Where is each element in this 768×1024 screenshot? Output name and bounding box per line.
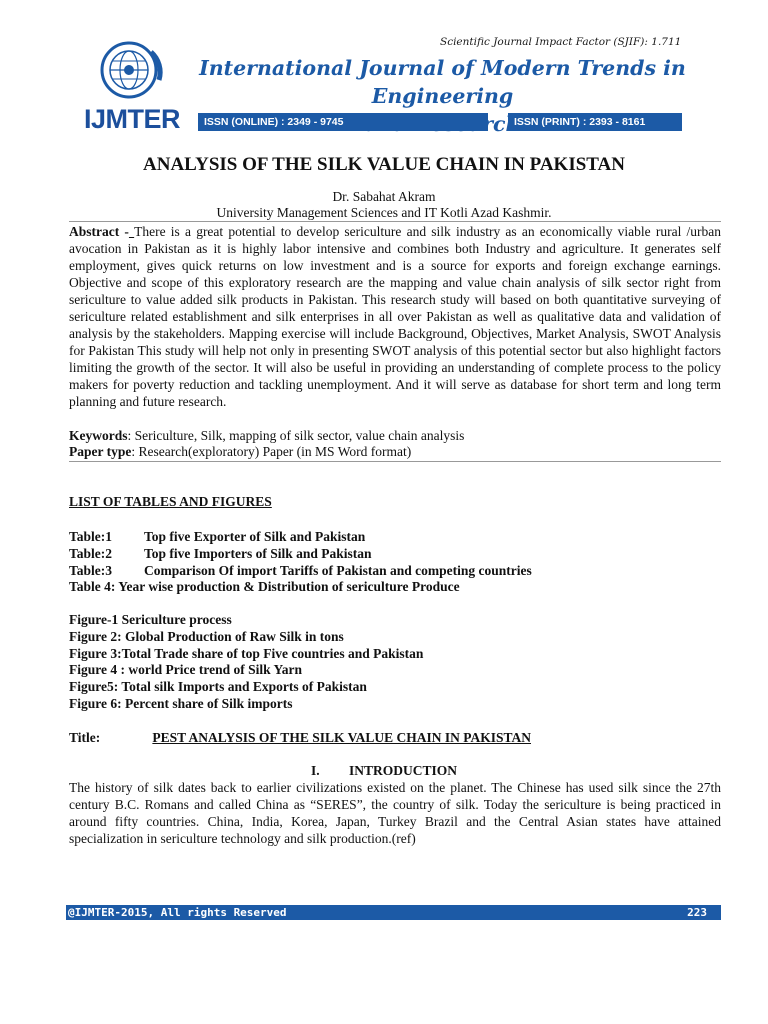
list-item: Table:3 Comparison Of import Tariffs of Pakistan and competing countries: [69, 562, 532, 578]
paper-author: Dr. Sabahat Akram: [332, 189, 436, 204]
list-item: Figure5: Total silk Imports and Exports of Pakistan: [69, 679, 367, 695]
list-item: Table:2 Top five Importers of Silk and Pakistan: [69, 545, 372, 561]
list-item: Figure 6: Percent share of Silk imports: [69, 695, 293, 711]
issn-online-badge: ISSN (ONLINE) : 2349 - 9745: [198, 113, 488, 131]
abstract-text: There is a great potential to develop sericulture and silk industry as an economically viable rural /urban avocation in Pakistan as it is highly labor intensive and combines both Industry and agriculture. It generates self employment, gives quick returns on low investment and is a source for exports and foreign exchange earnings. Objective and scope of this exploratory research are the mapping and value chain analysis of silk sector right from sericulture to value added silk products in Pakistan. This research study will based on both quantitative surveying of sericulture related establishment and silk enterprises in all over Pakistan as well as qualitative data and validation of analysis by the stakeholders. Mapping exercise will include Background, Objectives, Market Analysis, SWOT Analysis for Pakistan This study will help not only in presenting SWOT analysis of this potential sector but also highlight factors limiting the growth of the sector. It will also be useful in providing an understanding of complete process to the policy makers for poverty reduction and tackling unemployment. And it will serve as database for short term and long term planning and future research.: [69, 224, 722, 409]
list-item: Table:1 Top five Exporter of Silk and Pakistan: [69, 529, 366, 544]
paper-type: Paper type: Research(exploratory) Paper (in MS Word format): [69, 444, 412, 459]
subtitle-row: [69, 730, 531, 746]
paper-title: ANALYSIS OF THE SILK VALUE CHAIN IN PAKISTAN: [143, 154, 625, 175]
abstract-bottom-rule: [69, 461, 721, 462]
page-footer: [66, 905, 721, 920]
list-item: Figure 3:Total Trade share of top Five countries and Pakistan: [69, 645, 424, 661]
journal-logo: [82, 40, 182, 136]
copyright-text: @IJMTER-2015, All rights Reserved: [68, 906, 287, 919]
figures-list: [69, 612, 729, 713]
page-number: 223: [687, 906, 707, 919]
list-item: Figure 4 : world Price trend of Silk Yarn: [69, 662, 302, 678]
introduction-heading: I. INTRODUCTION: [310, 763, 457, 778]
abstract: [69, 223, 721, 410]
abstract-label: Abstract -: [69, 224, 129, 239]
introduction-text: The history of silk dates back to earlier civilizations existed on the planet. The Chinese has used silk since the 27th century B.C. Romans and called China as “SERES”, the country of silk. Today the sericulture is being practiced in around fifty countries. China, India, Korea, Japan, Turkey Brazil and the Central Asian states have attained specialization in sericulture technology and silk production.(ref): [69, 780, 721, 846]
list-item: Table 4: Year wise production & Distribution of sericulture Produce: [69, 579, 460, 595]
journal-title: International Journal of Modern Trends in Engineering: [199, 56, 686, 108]
list-item: Figure 2: Global Production of Raw Silk in tons: [69, 628, 344, 644]
keywords: Keywords: Sericulture, Silk, mapping of silk sector, value chain analysis: [69, 428, 465, 443]
list-heading: LIST OF TABLES AND FIGURES: [69, 494, 272, 509]
list-item: Figure-1 Sericulture process: [69, 612, 232, 627]
paper-affiliation: University Management Sciences and IT Kotli Azad Kashmir.: [216, 205, 552, 220]
logo-text: IJMTER: [84, 104, 181, 134]
tables-list: [69, 529, 729, 596]
globe-logo-icon: [96, 40, 166, 104]
abstract-top-rule: [69, 221, 721, 222]
subtitle-value: PEST ANALYSIS OF THE SILK VALUE CHAIN IN PAKISTAN: [152, 730, 531, 745]
issn-print-badge: ISSN (PRINT) : 2393 - 8161: [508, 113, 682, 131]
journal-header: [0, 0, 768, 140]
impact-factor: Scientific Journal Impact Factor (SJIF): 1.711: [440, 36, 682, 48]
subtitle-label: Title:: [69, 730, 101, 745]
